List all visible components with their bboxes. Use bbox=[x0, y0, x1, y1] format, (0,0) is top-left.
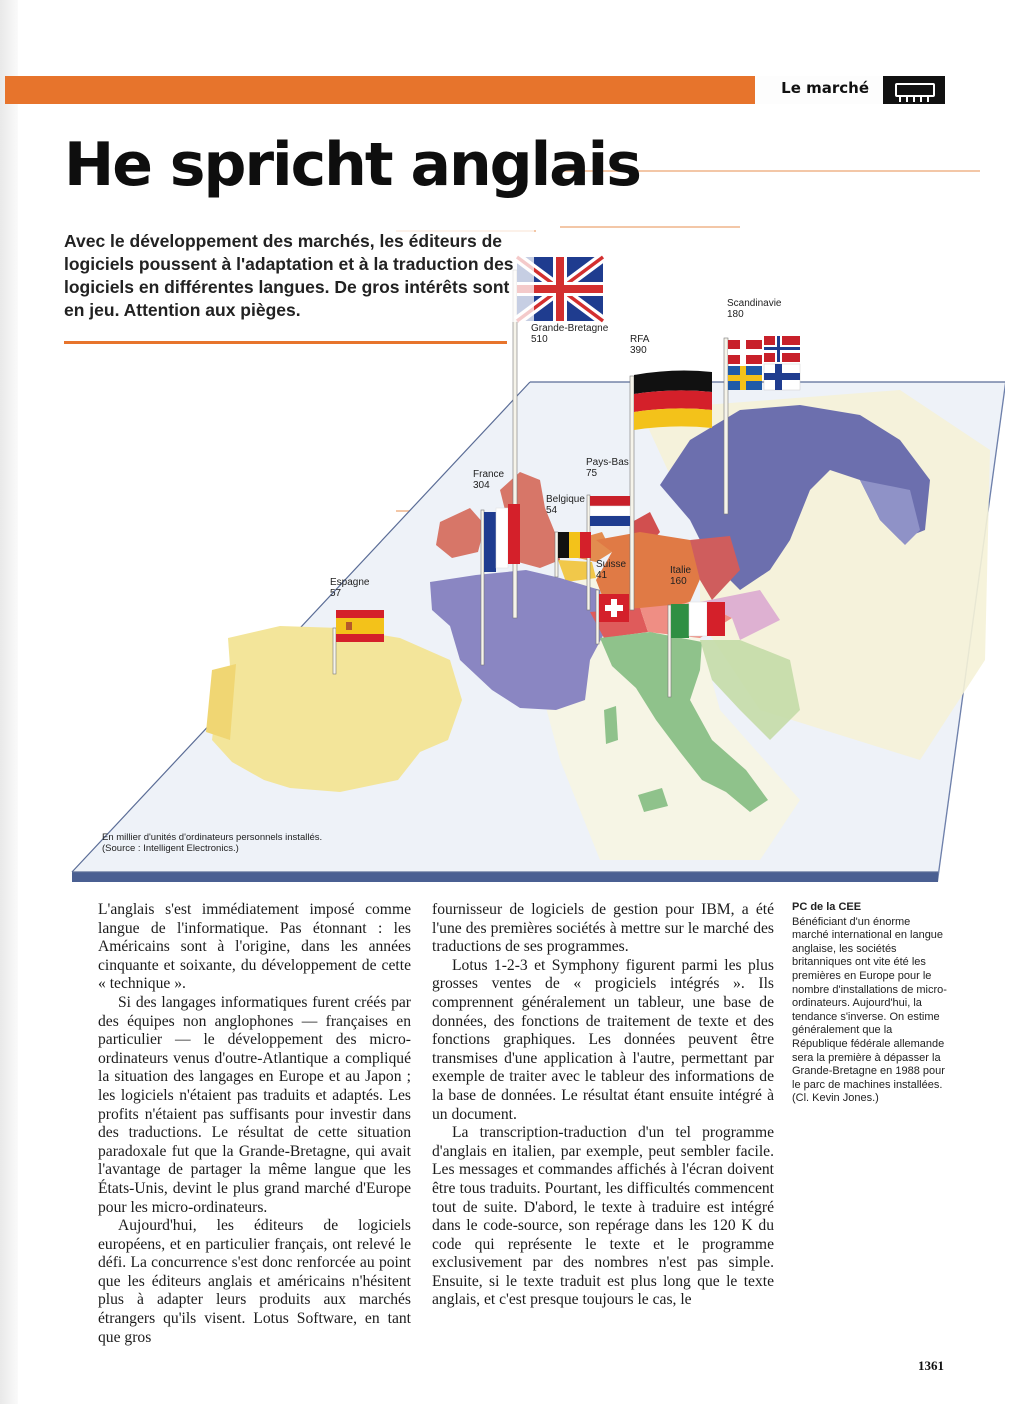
switzerland-flag-icon bbox=[599, 594, 629, 622]
label-pays-bas: Pays-Bas bbox=[586, 457, 629, 468]
chart-source-note: (Source : Intelligent Electronics.) bbox=[102, 843, 239, 854]
value-italie: 160 bbox=[670, 576, 687, 587]
germany-flag-icon bbox=[634, 371, 712, 430]
article-column-1 bbox=[98, 901, 411, 1347]
chart-unit-note: En millier d'unités d'ordinateurs personnels installés. bbox=[102, 832, 323, 843]
paragraph: Lotus 1-2-3 et Symphony figurent parmi les plus grosses ventes de « progiciels intégrés ». Ils comprennent généralement un tableur, une base de données, des fonctions de traitement de texte et des fonctions graphiques. Les données peuvent être transmises d'une application à l'autre, permettant par exemple de traiter avec le tableur des informations de la base de données. Le résultat étant ensuite intégré à un document. bbox=[432, 956, 774, 1123]
label-grande-bretagne: Grande-Bretagne bbox=[531, 323, 609, 334]
value-pays-bas: 75 bbox=[586, 468, 598, 479]
france-flag-icon bbox=[484, 504, 520, 572]
page-number: 1361 bbox=[918, 1358, 944, 1373]
value-suisse: 41 bbox=[596, 570, 608, 581]
paragraph: La transcription-traduction d'un tel programme d'anglais en italien, par exemple, peut sembler facile. Les messages et commandes affichés à l'écran doivent être tous traduits. Pourtant, les difficultés commencent tout de suite. D'abord, le texte à traduire est intégré dans le code-source, son repérage dans les 120 K du code qui représente le texte et le programme exclusivement par des nombres n'est pas simple. Ensuite, si le texte traduit est plus long que le texte anglais, et c'est presque toujours le cas, le bbox=[432, 1124, 774, 1309]
belgium-flag-icon bbox=[558, 532, 591, 558]
value-france: 304 bbox=[473, 480, 490, 491]
label-italie: Italie bbox=[670, 565, 692, 576]
lead-underline bbox=[64, 341, 507, 344]
label-scandinavie: Scandinavie bbox=[727, 298, 782, 309]
paragraph: Aujourd'hui, les éditeurs de logiciels européens, et en particulier français, ont relevé le défi. La concurrence s'est donc renforcée au point que les éditeurs anglais et américains n'hésitent plus à adapter leurs produits aux marchés étrangers qu'ils visent. Lotus Software, en tant que gros bbox=[98, 1217, 411, 1346]
microchip-icon bbox=[883, 76, 945, 104]
article-column-2 bbox=[432, 901, 774, 1310]
paragraph: fournisseur de logiciels de gestion pour IBM, a été l'une des premières sociétés à mettre sur le marché des traductions de ses programmes. bbox=[432, 901, 774, 956]
sidebar-text: Bénéficiant d'un énorme marché international en langue anglaise, les sociétés britanniques ont vite été les premières en Europe pour le nombre d'installations de micro-ordinateurs. Aujourd'hui, la tendance s'inverse. On estime généralement que la République fédérale allemande sera la première à dépasser la Grande-Bretagne en 1988 pour le parc de machines installées. bbox=[792, 915, 947, 1091]
label-suisse: Suisse bbox=[596, 559, 627, 570]
lead-paragraph: Avec le développement des marchés, les éditeurs de logiciels poussent à l'adaptation et à la traduction des logiciels en différentes langues. De gros intérêts sont en jeu. Attention aux pièges. bbox=[64, 230, 534, 322]
europe-map-chart bbox=[0, 240, 1020, 890]
label-espagne: Espagne bbox=[330, 577, 370, 588]
sidebar-caption bbox=[792, 901, 948, 1106]
label-rfa: RFA bbox=[630, 334, 650, 345]
value-scandinavie: 180 bbox=[727, 309, 744, 320]
label-belgique: Belgique bbox=[546, 494, 585, 505]
value-belgique: 54 bbox=[546, 505, 558, 516]
paragraph: Si des langages informatiques furent créés par des équipes non anglophones — françaises en particulier — le développement des micro-ordinateurs venus d'outre-Atlantique a compliqué la situation des langages en Europe et au Japon ; les logiciels n'étaient pas traduits et adaptés. Les profits n'étaient pas suffisants pour investir dans des traductions. Le résultat de cette situation paradoxale fut que la Grande-Bretagne, qui avait l'avantage de partager la même langue que les États-Unis, devint le plus grand marché d'Europe pour les micro-ordinateurs. bbox=[98, 993, 411, 1216]
value-rfa: 390 bbox=[630, 345, 647, 356]
scandinavia-flags-icon bbox=[728, 336, 800, 390]
label-france: France bbox=[473, 469, 505, 480]
map-board-edge-front bbox=[72, 872, 938, 882]
section-label: Le marché bbox=[781, 79, 869, 97]
section-tab bbox=[755, 76, 945, 104]
netherlands-flag-icon bbox=[590, 496, 630, 526]
italy-flag-icon bbox=[671, 602, 725, 638]
sidebar-credit: (Cl. Kevin Jones.) bbox=[792, 1092, 879, 1105]
value-grande-bretagne: 510 bbox=[531, 334, 548, 345]
page-title: He spricht anglais bbox=[64, 130, 640, 200]
sidebar-title: PC de la CEE bbox=[792, 901, 862, 913]
value-espagne: 57 bbox=[330, 588, 342, 599]
section-header-bar bbox=[5, 76, 945, 104]
paragraph: L'anglais s'est immédiatement imposé comme langue de l'informatique. Pas étonnant : les Américains sont à l'origine, dans les années cinquante et soixante, du développement de cette « technique ». bbox=[98, 901, 411, 993]
map-svg bbox=[0, 240, 1020, 890]
spain-flag-icon bbox=[336, 610, 384, 642]
